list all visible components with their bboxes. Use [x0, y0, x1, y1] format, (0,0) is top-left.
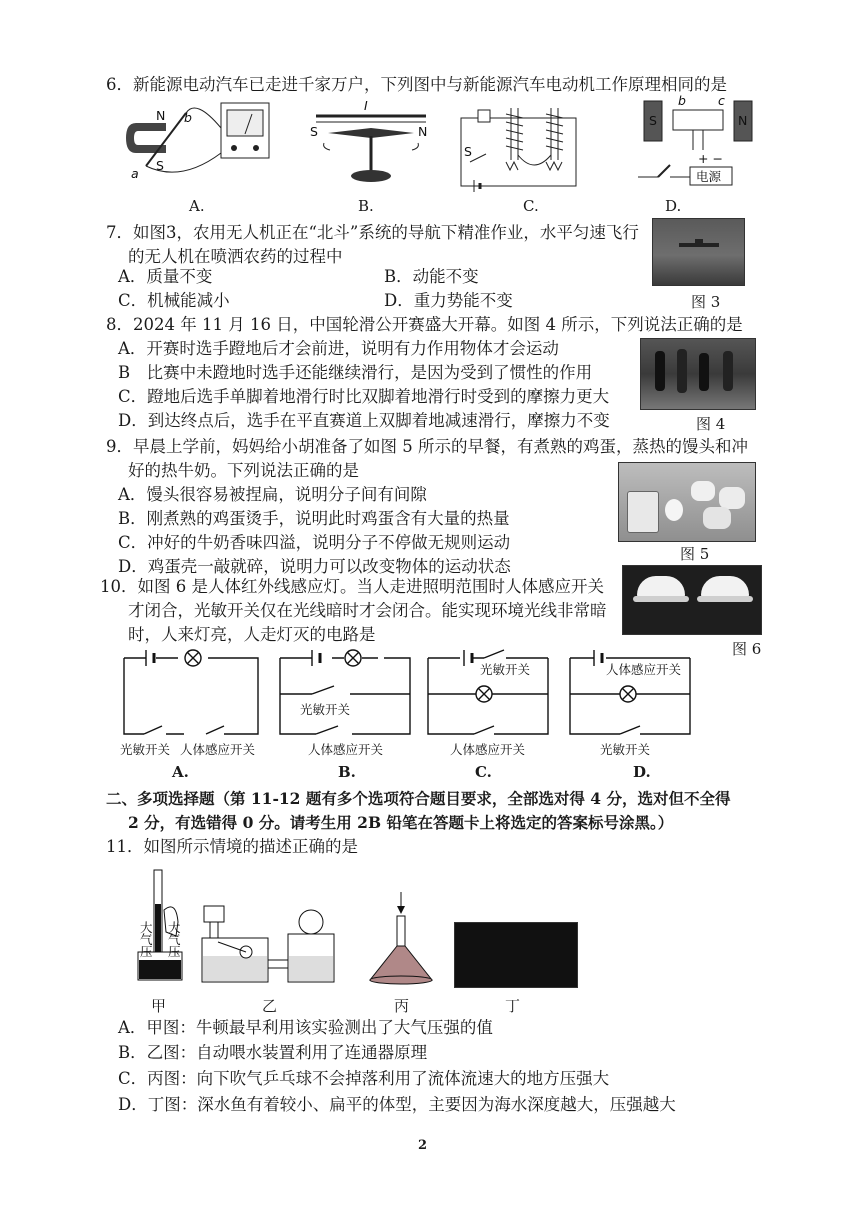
- q11-label-bing: 丙: [394, 997, 410, 1015]
- q9-stem-1: 9．早晨上学前，妈妈给小胡准备了如图 5 所示的早餐，有煮熟的鸡蛋，蒸热的馒头和冲: [106, 437, 748, 456]
- q11-figure-yi: [200, 900, 340, 990]
- svg-text:S: S: [464, 144, 472, 159]
- q11-option-c: C．丙图：向下吹气乒乓球不会掉落利用了流体流速大的地方压强大: [118, 1069, 610, 1088]
- svg-text:N: N: [418, 124, 428, 139]
- q9-option-d: D．鸡蛋壳一敲就碎，说明力可以改变物体的运动状态: [118, 557, 511, 576]
- q11-label-jia: 甲: [151, 997, 167, 1015]
- q6-stem: 6．新能源电动汽车已走进千家万户，下列图中与新能源汽车电动机工作原理相同的是: [106, 75, 727, 94]
- fig4-caption: 图 4: [696, 415, 726, 433]
- q6-option-c: C.: [523, 197, 539, 215]
- sensor-lamp-photo: [622, 565, 762, 635]
- q7-option-b: B．动能不变: [384, 267, 479, 286]
- svg-text:N: N: [738, 113, 748, 128]
- circuit-b-body-switch: 人体感应开关: [308, 742, 384, 757]
- q6-figure-d: [638, 95, 758, 195]
- q9-stem-2: 好的热牛奶。下列说法正确的是: [128, 461, 359, 480]
- circuit-d: [566, 646, 696, 761]
- svg-text:气: 气: [168, 932, 181, 947]
- q10-option-d: D.: [633, 763, 651, 781]
- section2-line-1: 二、多项选择题（第 11-12 题有多个选项符合题目要求，全部选对得 4 分，选对但不全得: [106, 789, 731, 808]
- q8-option-c: C．蹬地后选手单脚着地滑行时比双脚着地滑行时受到的摩擦力更大: [118, 387, 610, 406]
- skating-photo: [640, 338, 756, 410]
- breakfast-photo: [618, 462, 756, 542]
- q7-option-d: D．重力势能不变: [384, 291, 513, 310]
- q8-option-b: B 比赛中未蹬地时选手还能继续滑行，是因为受到了惯性的作用: [118, 363, 593, 382]
- q6-figure-b: [306, 98, 436, 188]
- q10-stem-3: 时，人来灯亮，人走灯灭的电路是: [128, 625, 376, 644]
- circuit-a-light-switch: 光敏开关: [120, 742, 171, 757]
- svg-text:+ −: + −: [698, 151, 723, 166]
- svg-text:c: c: [718, 93, 725, 108]
- svg-text:大: 大: [140, 920, 153, 935]
- circuit-b: [276, 646, 416, 761]
- q6-option-d: D.: [665, 197, 682, 215]
- q11-figure-jia: [136, 870, 196, 990]
- circuit-a-body-switch: 人体感应开关: [180, 742, 256, 757]
- q9-option-a: A．馒头很容易被捏扁，说明分子间有间隙: [118, 485, 427, 504]
- fig6-caption: 图 6: [732, 640, 762, 658]
- fig5-caption: 图 5: [680, 545, 710, 563]
- drone-photo: [652, 218, 745, 286]
- svg-text:S: S: [649, 113, 657, 128]
- q10-stem-2: 才闭合，光敏开关仅在光线暗时才会闭合。能实现环境光线非常暗: [128, 601, 607, 620]
- q11-option-a: A．甲图：牛顿最早利用该实验测出了大气压强的值: [118, 1018, 493, 1037]
- fig3-caption: 图 3: [691, 293, 721, 311]
- q6-option-a: A.: [189, 197, 205, 215]
- section2-line-2: 2 分，有选错得 0 分。请考生用 2B 铅笔在答题卡上将选定的答案标号涂黑。）: [128, 813, 674, 832]
- svg-text:S: S: [156, 158, 164, 173]
- circuit-d-light-switch: 光敏开关: [600, 742, 651, 757]
- deep-sea-fish-photo: [454, 922, 578, 988]
- q6-figure-a: [126, 98, 276, 188]
- current-label: I: [364, 98, 368, 113]
- circuit-c-body-switch: 人体感应开关: [450, 742, 526, 757]
- circuit-c: [424, 646, 554, 761]
- q8-option-d: D．到达终点后，选手在平直赛道上双脚着地减速滑行，摩擦力不变: [118, 411, 610, 430]
- circuit-b-light-switch: 光敏开关: [300, 702, 351, 717]
- q11-atm-label: [140, 924, 146, 930]
- q11-stem: 11．如图所示情境的描述正确的是: [106, 837, 358, 856]
- page-number: 2: [418, 1138, 428, 1153]
- circuit-d-body-switch: 人体感应开关: [606, 662, 682, 677]
- q9-option-b: B．刚煮熟的鸡蛋烫手，说明此时鸡蛋含有大量的热量: [118, 509, 510, 528]
- q7-stem-1: 7．如图3，农用无人机正在“北斗”系统的导航下精准作业，水平匀速飞行: [106, 223, 639, 242]
- circuit-a: [120, 646, 265, 761]
- q7-option-c: C．机械能减小: [118, 291, 230, 310]
- q10-option-b: B.: [338, 763, 356, 781]
- q9-option-c: C．冲好的牛奶香味四溢，说明分子不停做无规则运动: [118, 533, 511, 552]
- svg-text:S: S: [310, 124, 318, 139]
- q10-option-a: A.: [172, 763, 189, 781]
- q8-stem: 8．2024 年 11 月 16 日，中国轮滑公开赛盛大开幕。如图 4 所示，下列说法正确的是: [106, 315, 743, 334]
- svg-text:大: 大: [168, 920, 181, 935]
- q8-option-a: A．开赛时选手蹬地后才会前进，说明有力作用物体才会运动: [118, 339, 559, 358]
- svg-text:压: 压: [168, 944, 181, 959]
- power-label: 电源: [696, 169, 722, 184]
- circuit-c-light-switch: 光敏开关: [480, 662, 531, 677]
- q11-option-d: D．丁图：深水鱼有着较小、扁平的体型，主要因为海水深度越大，压强越大: [118, 1095, 676, 1114]
- q7-stem-2: 的无人机在喷洒农药的过程中: [128, 247, 343, 266]
- q11-label-yi: 乙: [262, 997, 278, 1015]
- q11-option-b: B．乙图：自动喂水装置利用了连通器原理: [118, 1043, 428, 1062]
- q10-option-c: C.: [475, 763, 492, 781]
- q11-label-ding: 丁: [505, 997, 521, 1015]
- svg-text:气: 气: [140, 932, 153, 947]
- svg-text:b: b: [184, 110, 192, 125]
- q7-option-a: A．质量不变: [118, 267, 213, 286]
- q10-stem-1: 10．如图 6 是人体红外线感应灯。当人走进照明范围时人体感应开关: [100, 577, 604, 596]
- svg-text:b: b: [678, 93, 686, 108]
- q11-figure-bing: [368, 892, 434, 992]
- svg-text:N: N: [156, 108, 166, 123]
- q6-figure-c: [456, 100, 596, 192]
- q6-option-b: B.: [358, 197, 374, 215]
- svg-text:a: a: [131, 166, 139, 181]
- svg-text:压: 压: [140, 944, 153, 959]
